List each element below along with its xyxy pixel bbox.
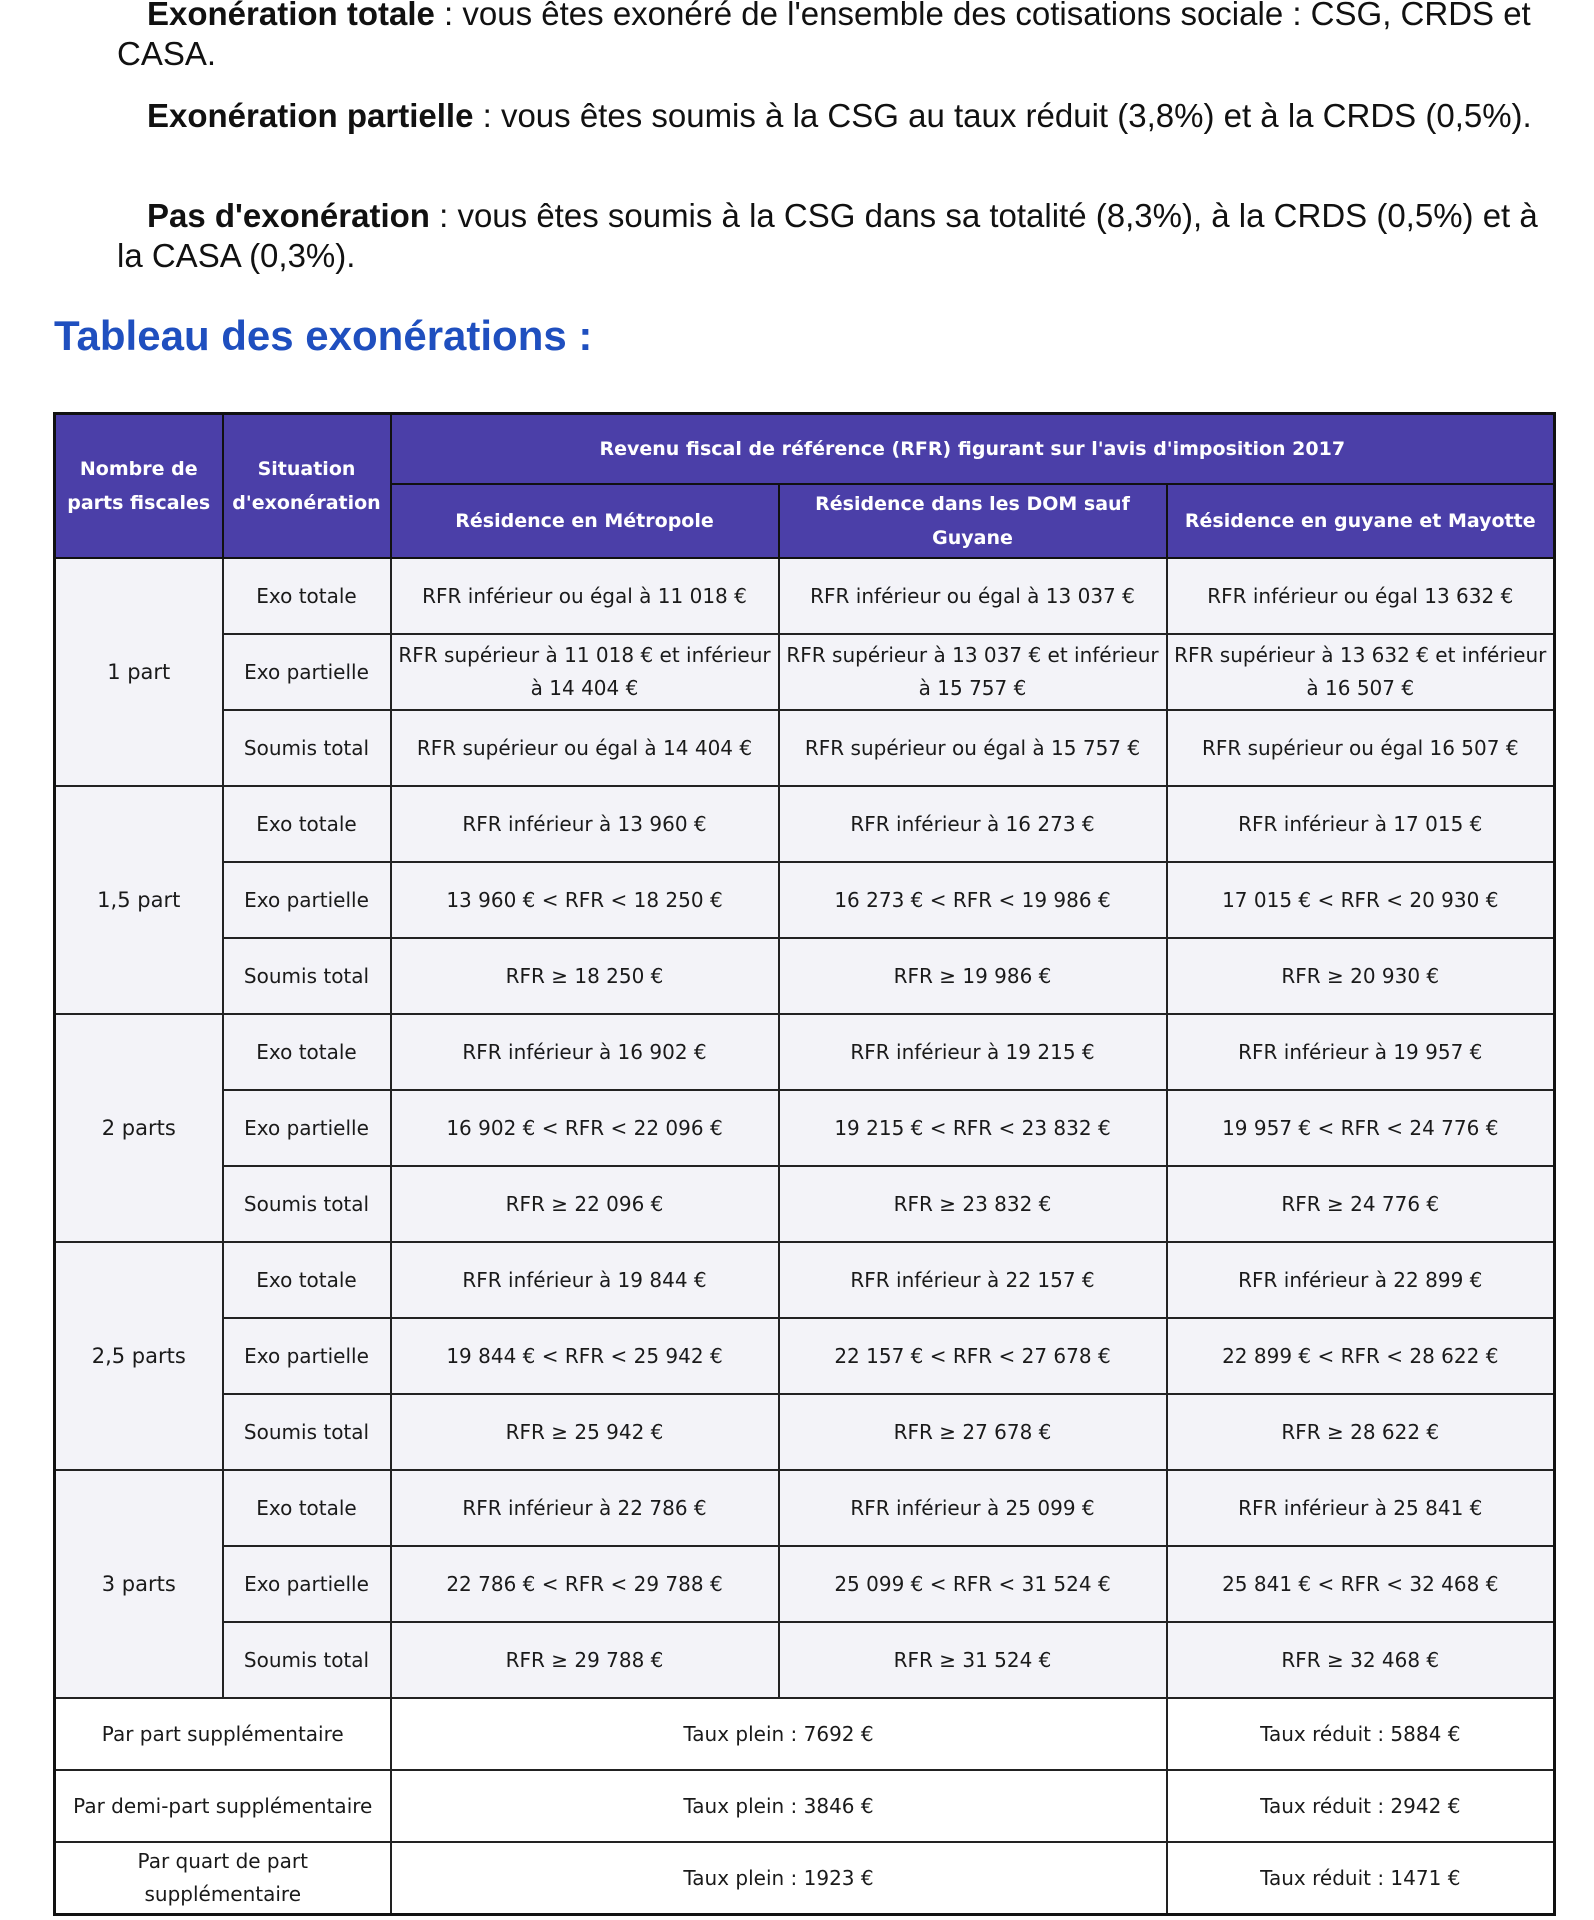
rfr-cell: RFR inférieur à 19 215 € <box>779 1014 1167 1090</box>
parts-cell: 2 parts <box>55 1014 223 1242</box>
situation-cell: Exo totale <box>223 1242 391 1318</box>
situation-cell: Soumis total <box>223 938 391 1014</box>
intro-paragraph-none <box>117 196 1547 276</box>
taux-reduit-cell: Taux réduit : 1471 € <box>1167 1842 1555 1915</box>
taux-reduit-cell: Taux réduit : 2942 € <box>1167 1770 1555 1842</box>
rfr-cell: RFR inférieur à 17 015 € <box>1167 786 1555 862</box>
rfr-cell: RFR supérieur à 13 037 € et inférieur à 15 757 € <box>779 634 1167 710</box>
table-row <box>55 786 1555 862</box>
table-row <box>55 1014 1555 1090</box>
supplement-label: Par demi-part supplémentaire <box>55 1770 391 1842</box>
table-row <box>55 1470 1555 1546</box>
table-row <box>55 1546 1555 1622</box>
rfr-cell: RFR supérieur à 11 018 € et inférieur à 14 404 € <box>391 634 779 710</box>
situation-cell: Exo partielle <box>223 634 391 710</box>
taux-plein-cell: Taux plein : 1923 € <box>391 1842 1167 1915</box>
situation-cell: Exo partielle <box>223 1318 391 1394</box>
rfr-cell: 22 157 € < RFR < 27 678 € <box>779 1318 1167 1394</box>
rfr-cell: RFR ≥ 28 622 € <box>1167 1394 1555 1470</box>
header-parts: Nombre de parts fiscales <box>55 414 223 559</box>
situation-cell: Exo totale <box>223 1014 391 1090</box>
rfr-cell: 25 841 € < RFR < 32 468 € <box>1167 1546 1555 1622</box>
rfr-cell: RFR supérieur à 13 632 € et inférieur à 16 507 € <box>1167 634 1555 710</box>
intro-text: : vous êtes exonéré de l'ensemble des cotisations sociale : CSG, CRDS et CASA. <box>117 0 1531 72</box>
table-row <box>55 1090 1555 1166</box>
rfr-cell: RFR inférieur ou égal 13 632 € <box>1167 558 1555 634</box>
parts-cell: 2,5 parts <box>55 1242 223 1470</box>
rfr-cell: RFR inférieur à 25 099 € <box>779 1470 1167 1546</box>
rfr-cell: RFR inférieur ou égal à 11 018 € <box>391 558 779 634</box>
rfr-cell: RFR inférieur à 22 899 € <box>1167 1242 1555 1318</box>
situation-cell: Exo partielle <box>223 1090 391 1166</box>
situation-cell: Exo totale <box>223 1470 391 1546</box>
rfr-cell: RFR inférieur ou égal à 13 037 € <box>779 558 1167 634</box>
situation-cell: Exo totale <box>223 558 391 634</box>
rfr-cell: RFR ≥ 19 986 € <box>779 938 1167 1014</box>
taux-reduit-cell: Taux réduit : 5884 € <box>1167 1698 1555 1770</box>
rfr-cell: RFR ≥ 18 250 € <box>391 938 779 1014</box>
situation-cell: Exo totale <box>223 786 391 862</box>
header-situation: Situation d'exonération <box>223 414 391 559</box>
table-row <box>55 862 1555 938</box>
intro-label: Exonération totale <box>147 0 435 32</box>
rfr-cell: RFR ≥ 32 468 € <box>1167 1622 1555 1698</box>
rfr-cell: RFR inférieur à 19 844 € <box>391 1242 779 1318</box>
header-zone-guyane: Résidence en guyane et Mayotte <box>1167 484 1555 558</box>
rfr-cell: RFR inférieur à 16 902 € <box>391 1014 779 1090</box>
rfr-cell: 16 273 € < RFR < 19 986 € <box>779 862 1167 938</box>
table-row <box>55 1394 1555 1470</box>
rfr-cell: RFR inférieur à 25 841 € <box>1167 1470 1555 1546</box>
intro-text: : vous êtes soumis à la CSG dans sa totalité (8,3%), à la CRDS (0,5%) et à la CASA (0,3%). <box>117 197 1538 274</box>
section-title: Tableau des exonérations : <box>54 312 593 359</box>
rfr-cell: RFR ≥ 23 832 € <box>779 1166 1167 1242</box>
parts-cell: 3 parts <box>55 1470 223 1698</box>
taux-plein-cell: Taux plein : 3846 € <box>391 1770 1167 1842</box>
situation-cell: Soumis total <box>223 1394 391 1470</box>
rfr-cell: 22 786 € < RFR < 29 788 € <box>391 1546 779 1622</box>
rfr-cell: 19 844 € < RFR < 25 942 € <box>391 1318 779 1394</box>
intro-label: Pas d'exonération <box>147 197 430 234</box>
parts-cell: 1 part <box>55 558 223 786</box>
rfr-cell: RFR ≥ 20 930 € <box>1167 938 1555 1014</box>
taux-plein-cell: Taux plein : 7692 € <box>391 1698 1167 1770</box>
table-row <box>55 634 1555 710</box>
rfr-cell: RFR ≥ 29 788 € <box>391 1622 779 1698</box>
supplement-row <box>55 1770 1555 1842</box>
header-zone-metropole: Résidence en Métropole <box>391 484 779 558</box>
supplement-row <box>55 1842 1555 1915</box>
rfr-cell: RFR inférieur à 22 786 € <box>391 1470 779 1546</box>
header-rfr: Revenu fiscal de référence (RFR) figurant sur l'avis d'imposition 2017 <box>391 414 1555 485</box>
table-row <box>55 1318 1555 1394</box>
table-row <box>55 558 1555 634</box>
exoneration-table <box>53 412 1556 1916</box>
rfr-cell: 16 902 € < RFR < 22 096 € <box>391 1090 779 1166</box>
rfr-cell: RFR ≥ 24 776 € <box>1167 1166 1555 1242</box>
table-row <box>55 938 1555 1014</box>
rfr-cell: RFR ≥ 22 096 € <box>391 1166 779 1242</box>
intro-paragraph-total <box>117 0 1547 74</box>
rfr-cell: RFR supérieur ou égal à 15 757 € <box>779 710 1167 786</box>
rfr-cell: 17 015 € < RFR < 20 930 € <box>1167 862 1555 938</box>
situation-cell: Exo partielle <box>223 1546 391 1622</box>
rfr-cell: RFR supérieur ou égal à 14 404 € <box>391 710 779 786</box>
situation-cell: Soumis total <box>223 1622 391 1698</box>
rfr-cell: RFR inférieur à 22 157 € <box>779 1242 1167 1318</box>
table-row <box>55 710 1555 786</box>
rfr-cell: RFR inférieur à 13 960 € <box>391 786 779 862</box>
rfr-cell: RFR ≥ 25 942 € <box>391 1394 779 1470</box>
header-zone-dom: Résidence dans les DOM sauf Guyane <box>779 484 1167 558</box>
supplement-row <box>55 1698 1555 1770</box>
rfr-cell: RFR ≥ 31 524 € <box>779 1622 1167 1698</box>
situation-cell: Exo partielle <box>223 862 391 938</box>
rfr-cell: 22 899 € < RFR < 28 622 € <box>1167 1318 1555 1394</box>
table-row <box>55 1622 1555 1698</box>
rfr-cell: RFR inférieur à 16 273 € <box>779 786 1167 862</box>
situation-cell: Soumis total <box>223 710 391 786</box>
supplement-label: Par quart de part supplémentaire <box>55 1842 391 1915</box>
intro-text: : vous êtes soumis à la CSG au taux réduit (3,8%) et à la CRDS (0,5%). <box>473 97 1532 134</box>
rfr-cell: RFR supérieur ou égal 16 507 € <box>1167 710 1555 786</box>
rfr-cell: 19 957 € < RFR < 24 776 € <box>1167 1090 1555 1166</box>
rfr-cell: 19 215 € < RFR < 23 832 € <box>779 1090 1167 1166</box>
rfr-cell: 25 099 € < RFR < 31 524 € <box>779 1546 1167 1622</box>
intro-label: Exonération partielle <box>147 97 474 134</box>
rfr-cell: RFR inférieur à 19 957 € <box>1167 1014 1555 1090</box>
intro-paragraph-partial <box>117 96 1547 136</box>
rfr-cell: RFR ≥ 27 678 € <box>779 1394 1167 1470</box>
situation-cell: Soumis total <box>223 1166 391 1242</box>
parts-cell: 1,5 part <box>55 786 223 1014</box>
rfr-cell: 13 960 € < RFR < 18 250 € <box>391 862 779 938</box>
table-row <box>55 1166 1555 1242</box>
table-row <box>55 1242 1555 1318</box>
supplement-label: Par part supplémentaire <box>55 1698 391 1770</box>
